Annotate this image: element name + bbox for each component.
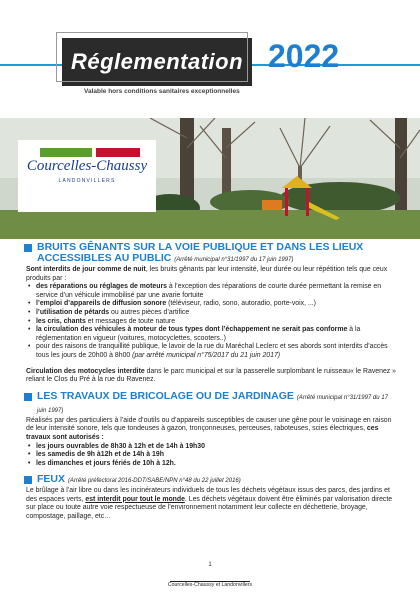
title-box	[62, 38, 252, 86]
page-header	[0, 0, 420, 118]
bricolage-intro: Réalisés par des particuliers à l’aide d’outils ou d’appareils susceptibles de causer une gêne pour le voisinage en raison de leur intensité sonore, tels que tondeuses à gazon, tronçonneuses, perceuses, raboteuses, scies électriques, ces travaux sont autorisés :	[26, 416, 392, 441]
logo-sub: LANDONVILLERS	[58, 178, 116, 184]
hours-saturday: • les samedis de 9h à12h et de 14h à 19h	[26, 451, 398, 460]
heading-line-1: BRUITS GÊNANTS SUR LA VOIE PUBLIQUE ET DANS LES LIEUX	[37, 241, 364, 253]
section-square-icon	[24, 393, 32, 401]
section-square-icon	[24, 244, 32, 252]
moto-paragraph: Circulation des motocycles interdite dans le parc municipal et sur la passerelle surplombant le ruisseau« le Ravenez » reliant le Clos du Pré à la rue du Ravenez.	[26, 367, 396, 384]
bruits-item-4: • les cris, chants et messages de toute nature	[26, 318, 398, 327]
heading-feux: FEUX	[37, 473, 66, 486]
bruits-item-2: • l’emploi d’appareils de diffusion sonore (téléviseur, radio, sono, autoradio, porte-voix, ...)	[26, 300, 398, 309]
bruits-item-3: • l’utilisation de pétards ou autres pièces d’artifice	[26, 309, 398, 318]
heading-line-2: ACCESSIBLES AU PUBLIC	[37, 252, 172, 264]
section-heading-bricolage	[26, 391, 398, 417]
logo-band-green	[40, 148, 92, 157]
page-title: Réglementation	[70, 49, 244, 74]
subtitle: Valable hors conditions sanitaires exceptionnelles	[84, 88, 240, 95]
town-logo	[18, 140, 156, 212]
logo-band-red	[96, 148, 140, 157]
heading-ref: (Arrêté municipal n°31/1997 du 17 juin 1997)	[37, 394, 388, 414]
page-number: 1	[208, 562, 212, 568]
section-heading-feux	[26, 474, 398, 487]
year-label: 2022	[268, 38, 340, 74]
bruits-item-6: • pour des raisons de tranquillité publique, le lavoir de la rue du Maréchal Leclerc et ses abords sont interdits d’accès tous les jours de 20h00 à 8h00 (par arrêté municipal n°75/2017 du 21 juin 2017)	[26, 343, 398, 360]
bruits-item-5: • la circulation des véhicules à moteur de tous types dont l’échappement ne serait pas conforme à la réglementation en vigueur (voitures, motocyclettes, scooters..)	[26, 326, 398, 343]
section-square-icon	[24, 476, 32, 484]
heading-bricolage: LES TRAVAUX DE BRICOLAGE OU DE JARDINAGE	[37, 389, 294, 402]
section-heading-bruits	[26, 242, 398, 266]
footer-town: Courcelles-Chaussy et Landonvillers	[167, 582, 253, 588]
main-content	[26, 242, 398, 522]
logo-name: Courcelles-Chaussy	[26, 158, 148, 174]
bruits-item-1: • des réparations ou réglages de moteurs à l’exception des réparations de courte durée permettant la remise en service d’un véhicule immobilisé par une avarie fortuite	[26, 283, 398, 300]
hours-sunday: • les dimanches et jours fériés de 10h à 12h.	[26, 460, 398, 469]
bruits-intro: Sont interdits de jour comme de nuit, les bruits gênants par leur intensité, leur durée ou leur répétition tels que ceux produits par :	[26, 266, 388, 282]
hours-weekdays: • les jours ouvrables de 8h30 à 12h et de 14h à 19h30	[26, 443, 398, 452]
heading-ref: (Arrêté préfectoral 2016-DDT/SABE/NPN n°48 du 22 juillet 2016)	[67, 478, 241, 485]
feux-paragraph: Le brûlage à l’air libre ou dans les incinérateurs individuels de tous les déchets végétaux issus des parcs, des jardins et des espaces verts, est interdit pour tout le monde. Les déchets végétaux doivent être éliminés par valorisation directe sur place ou toute autre voie respectueuse de l’environnement notamment leur collecte en déchetterie, broyage, compostage, paillage, etc…	[26, 487, 393, 521]
heading-ref: (Arrêté municipal n°31/1997 du 17 juin 1997)	[174, 257, 294, 263]
